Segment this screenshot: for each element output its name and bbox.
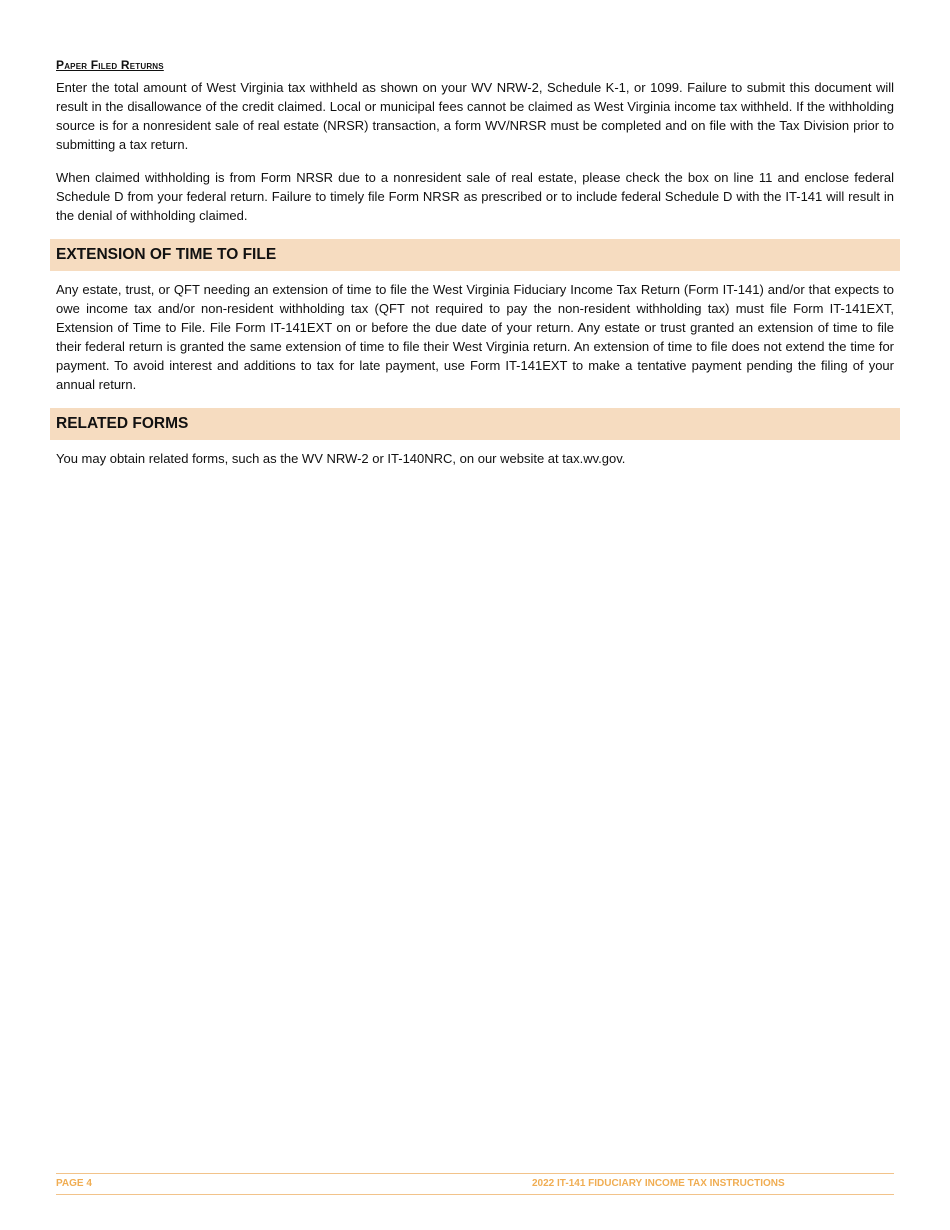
- related-forms-section-header: RELATED FORMS: [50, 408, 900, 440]
- extension-section-header: EXTENSION OF TIME TO FILE: [50, 239, 900, 271]
- paper-filed-paragraph-1: Enter the total amount of West Virginia tax withheld as shown on your WV NRW-2, Schedule K-1, or 1099. Failure to submit this document will result in the disallowance of the credit claimed. Local or municipal fees cannot be claimed as West Virginia income tax withheld. If the withholding source is for a nonresident sale of real estate (NRSR) transaction, a form WV/NRSR must be completed and on file with the Tax Division prior to submitting a tax return.: [56, 80, 894, 152]
- footer-document-title: 2022 IT-141 FIDUCIARY INCOME TAX INSTRUCTIONS: [532, 1178, 785, 1189]
- paper-filed-returns-heading: Paper Filed Returns: [56, 58, 164, 72]
- related-forms-paragraph: You may obtain related forms, such as the WV NRW-2 or IT-140NRC, on our website at tax.wv.gov.: [56, 451, 626, 466]
- extension-paragraph: Any estate, trust, or QFT needing an extension of time to file the West Virginia Fiduciary Income Tax Return (Form IT-141) and/or that expects to owe income tax and/or non-resident withholding tax (QFT not required to pay the non-resident withholding tax) must file Form IT-141EXT, Extension of Time to File. File Form IT-141EXT on or before the due date of your return. Any estate or trust granted an extension of time to file their federal return is granted the same extension of time to file their West Virginia return. An extension of time to file does not extend the time for payment. To avoid interest and additions to tax for late payment, use Form IT-141EXT to make a tentative payment pending the filing of your annual return.: [56, 282, 894, 392]
- page-footer: [56, 1173, 894, 1195]
- footer-page-number: PAGE 4: [56, 1178, 92, 1189]
- document-body: [56, 58, 894, 482]
- paper-filed-paragraph-2: When claimed withholding is from Form NRSR due to a nonresident sale of real estate, please check the box on line 11 and enclose federal Schedule D from your federal return. Failure to timely file Form NRSR as prescribed or to include federal Schedule D with the IT-141 will result in the denial of withholding claimed.: [56, 170, 894, 223]
